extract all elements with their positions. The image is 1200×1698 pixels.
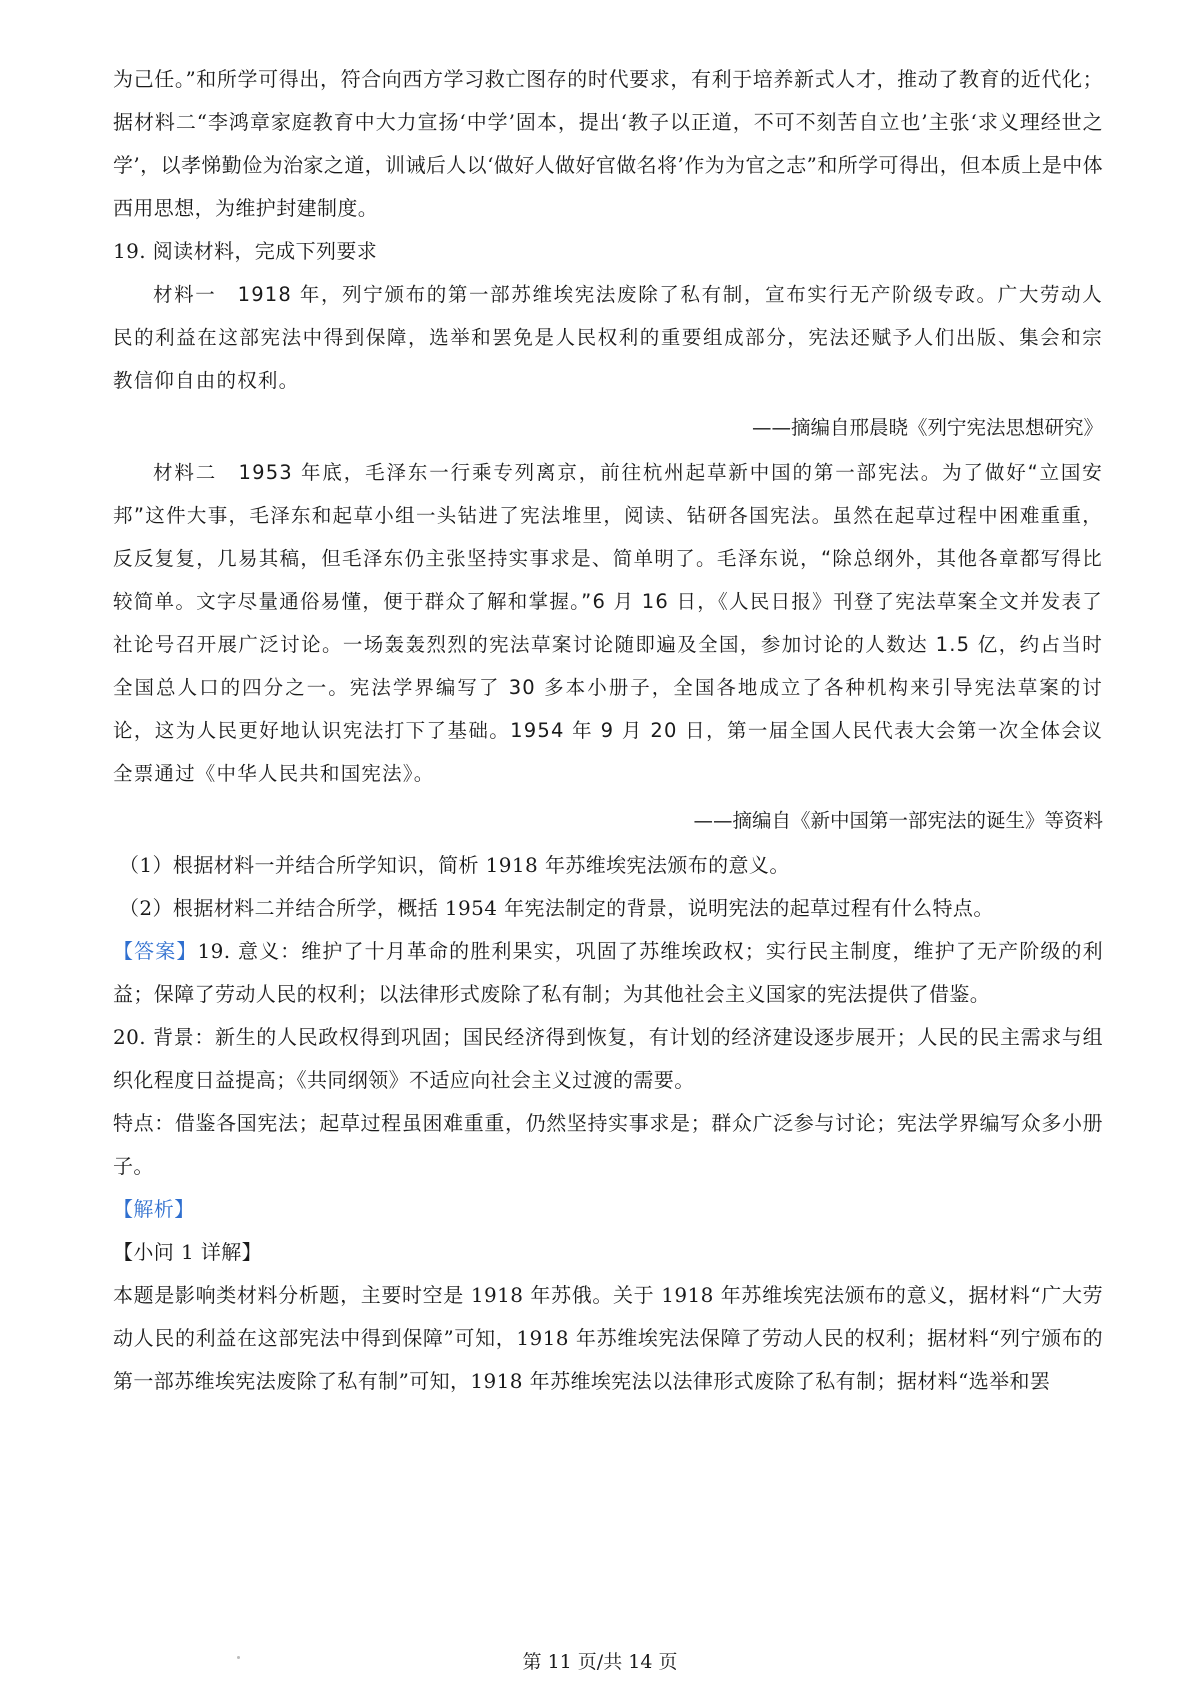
sub-question-1: （1）根据材料一并结合所学知识，简析 1918 年苏维埃宪法颁布的意义。 <box>119 853 790 877</box>
answer-features: 特点：借鉴各国宪法；起草过程虽困难重重，仍然坚持实事求是；群众广泛参与讨论；宪法学界编写众多小册子。 <box>113 1111 1103 1178</box>
continuation-line: 所学可得出，但本质上是中体西用思想，为维护封建制度。 <box>113 153 1104 220</box>
continuation-line: 张‘求义理经世之学’，以孝悌勤俭为治家之道，训诫后人以‘做好人做好官做名将’作为为官之志”和 <box>113 110 1103 177</box>
answer-paragraph <box>113 930 1103 1016</box>
sub-question-2: （2）根据材料二并结合所学，概括 1954 年宪法制定的背景，说明宪法的起草过程有什么特点。 <box>119 896 994 920</box>
analysis-text: 本题是影响类材料分析题，主要时空是 1918 年苏俄。关于 1918 年苏维埃宪法颁布的意义，据材料“广大劳动人民的利益在这部宪法中得到保障”可知，1918 年苏维埃宪法保障了劳动人民的权利；据材料“列宁颁布的第一部苏维埃宪法废除了私有制”可知，1918 年苏维埃宪法以法律形式废除了私有制；据材料“选举和罢 <box>113 1283 1103 1393</box>
page-number: 第 11 页/共 14 页 <box>522 1651 678 1673</box>
answer-tag: 【答案】 <box>113 939 198 963</box>
analysis-tag: 【解析】 <box>113 1197 195 1221</box>
material-2-source: ——摘编自《新中国第一部宪法的诞生》等资料 <box>693 809 1103 832</box>
continuation-line: 代化；据材料二“李鸿章家庭教育中大力宣扬‘中学’固本，提出‘教子以正道，不可不刻苦自立也’主 <box>113 67 1103 134</box>
material-1: 材料一 1918 年，列宁颁布的第一部苏维埃宪法废除了私有制，宣布实行无产阶级专政。广大劳动人民的利益在这部宪法中得到保障，选举和罢免是人民权利的重要组成部分，宪法还赋予人们出版、集会和宗教信仰自由的权利。 <box>113 283 1103 392</box>
answer-text-19: 19. 意义：维护了十月革命的胜利果实，巩固了苏维埃政权；实行民主制度，维护了无产阶级的利益；保障了劳动人民的权利；以法律形式废除了私有制；为其他社会主义国家的宪法提供了借鉴。 <box>113 939 1103 1006</box>
analysis-sub-heading: 【小问 1 详解】 <box>113 1240 263 1264</box>
page-content <box>113 58 1103 1403</box>
answer-text-20: 20. 背景：新生的人民政权得到巩固；国民经济得到恢复，有计划的经济建设逐步展开；人民的民主需求与组织化程度日益提高；《共同纲领》不适应向社会主义过渡的需要。 <box>113 1025 1103 1092</box>
material-1-source: ——摘编自邢晨晓《列宁宪法思想研究》 <box>751 416 1103 439</box>
question-19-heading: 19. 阅读材料，完成下列要求 <box>113 239 378 263</box>
continuation-paragraph <box>113 58 1103 230</box>
material-2: 材料二 1953 年底，毛泽东一行乘专列离京，前往杭州起草新中国的第一部宪法。为了做好“立国安邦”这件大事，毛泽东和起草小组一头钻进了宪法堆里，阅读、钻研各国宪法。虽然在起草过程中困难重重，反反复复，几易其稿，但毛泽东仍主张坚持实事求是、简单明了。毛泽东说，“除总纲外，其他各章都写得比较简单。文字尽量通俗易懂，便于群众了解和掌握。”6 月 16 日，《人民日报》刊登了宪法草案全文并发表了社论号召开展广泛讨论。一场轰轰烈烈的宪法草案讨论随即遍及全国，参加讨论的人数达 1.5 亿，约占当时全国总人口的四分之一。宪法学界编写了 30 多本小册子，全国各地成立了各种机构来引导宪法草案的讨论，这为人民更好地认识宪法打下了基础。1954 年 9 月 20 日，第一届全国人民代表大会第一次全体会议全票通过《中华人民共和国宪法》。 <box>113 461 1103 785</box>
continuation-line: 为己任。”和所学可得出，符合向西方学习救亡图存的时代要求，有利于培养新式人才，推动了教育的近 <box>113 67 1042 91</box>
